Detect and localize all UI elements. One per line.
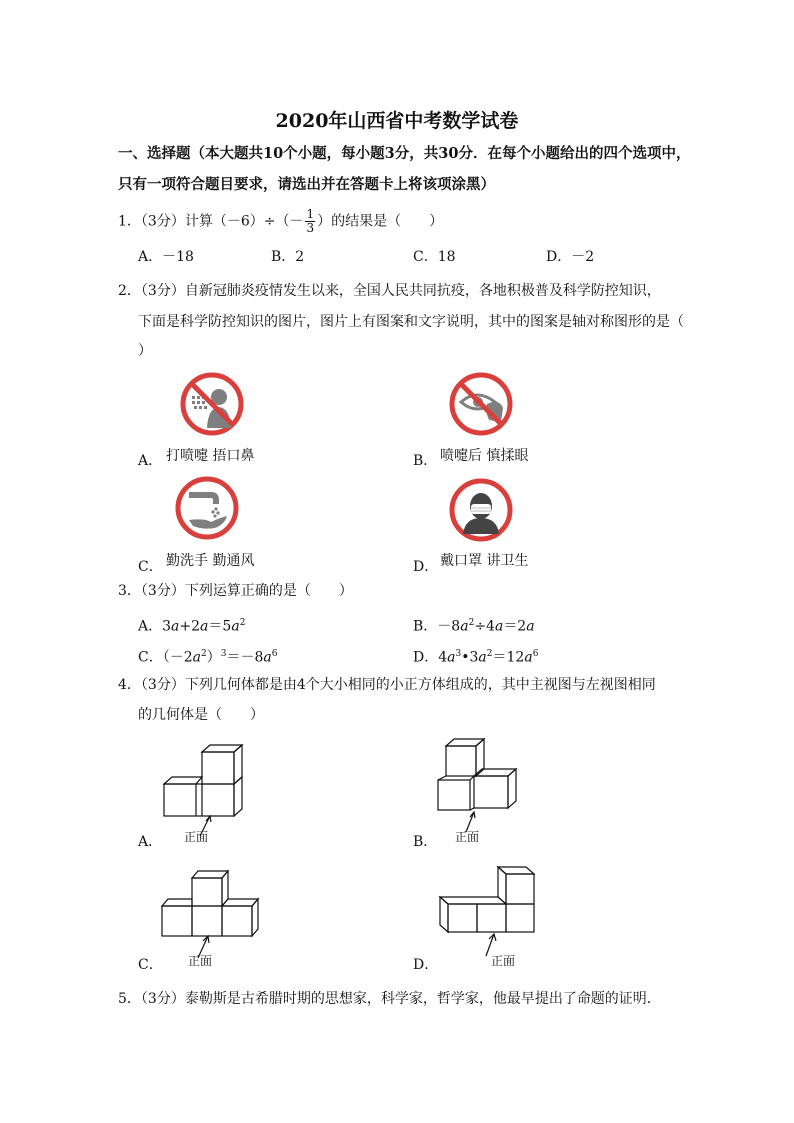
q4-b-front-label: 正面: [455, 830, 480, 844]
q2-option-d-letter: D．: [413, 559, 439, 575]
no-rub-eyes-sign-icon: [449, 372, 513, 436]
q4-c-front-label: 正面: [188, 954, 213, 968]
q4-option-d-letter: D．: [413, 957, 439, 973]
question-1-prefix: 1．（3分）计算（－6）÷（－: [118, 213, 304, 230]
q3-option-d-letter: D．: [413, 649, 439, 666]
q3-option-a-letter: A．: [138, 618, 163, 635]
question-2-line1: 2．（3分）自新冠肺炎疫情发生以来，全国人民共同抗疫，各地积极普及科学防控知识，: [118, 283, 661, 299]
question-3-stem: 3．（3分）下列运算正确的是（ ）: [118, 583, 353, 599]
q1-option-d: D．－2: [546, 249, 595, 265]
q4-solid-d-figure: [436, 862, 546, 962]
fraction-numerator: 1: [306, 207, 315, 221]
q2-option-b-caption: 喷嚏后 慎揉眼: [440, 448, 529, 464]
q1-option-c: C．18: [413, 249, 456, 265]
q2-option-b-letter: B．: [413, 453, 438, 469]
page-title: 2020年山西省中考数学试卷: [275, 110, 519, 132]
wear-mask-sign-icon: [449, 478, 513, 542]
q4-solid-b-figure: [434, 736, 524, 836]
question-2-line3: ）: [138, 343, 152, 359]
q3-option-b: B．$-8a^2\div 4a=2a$: [413, 618, 535, 635]
q2-option-c-caption: 勤洗手 勤通风: [166, 553, 255, 569]
q4-a-front-label: 正面: [184, 830, 209, 844]
q4-option-c-letter: C．: [138, 957, 163, 973]
question-4-line1: 4．（3分）下列几何体都是由4个大小相同的小正方体组成的，其中主视图与左视图相同: [118, 677, 656, 693]
q3-option-c-letter: C．: [138, 649, 163, 666]
q3-option-c: C．$(-2a^2)^3=-8a^6$: [138, 649, 278, 666]
question-2-line2: 下面是科学防控知识的图片，图片上有图案和文字说明，其中的图案是轴对称图形的是（: [138, 314, 684, 330]
q2-option-a-caption: 打喷嚏 捂口鼻: [166, 448, 255, 464]
fraction-one-third: [305, 208, 315, 235]
q4-option-a-letter: A．: [138, 834, 163, 850]
q1-option-b: B．2: [271, 249, 305, 265]
q3-option-a: A．$3a+2a=5a^2$: [138, 618, 246, 635]
q2-option-d-caption: 戴口罩 讲卫生: [440, 553, 529, 569]
q4-solid-a-figure: [160, 742, 250, 842]
q2-option-c-letter: C．: [138, 559, 163, 575]
question-5-line1: 5．（3分）泰勒斯是古希腊时期的思想家，科学家，哲学家，他最早提出了命题的证明．: [118, 991, 661, 1007]
q3-option-d: D．$4a^3•3a^2=12a^6$: [413, 649, 539, 666]
question-1-suffix: ）的结果是（ ）: [317, 213, 444, 230]
question-1-stem: [118, 208, 443, 235]
q4-solid-c-figure: [158, 866, 268, 966]
fraction-denominator: 3: [306, 221, 315, 235]
q3-option-b-letter: B．: [413, 618, 438, 635]
q4-option-b-letter: B．: [413, 834, 438, 850]
question-4-line2: 的几何体是（ ）: [138, 707, 264, 723]
q1-option-a: A．－18: [138, 249, 194, 265]
q4-d-front-label: 正面: [491, 954, 516, 968]
section-heading-line1: 一、选择题（本大题共10个小题，每小题3分，共30分．在每个小题给出的四个选项中，: [118, 145, 691, 162]
wash-hands-sign-icon: [175, 476, 239, 540]
q2-option-a-letter: A．: [138, 453, 163, 469]
sneeze-sign-icon: [180, 372, 244, 436]
section-heading-line2: 只有一项符合题目要求，请选出并在答题卡上将该项涂黑）: [118, 176, 495, 193]
